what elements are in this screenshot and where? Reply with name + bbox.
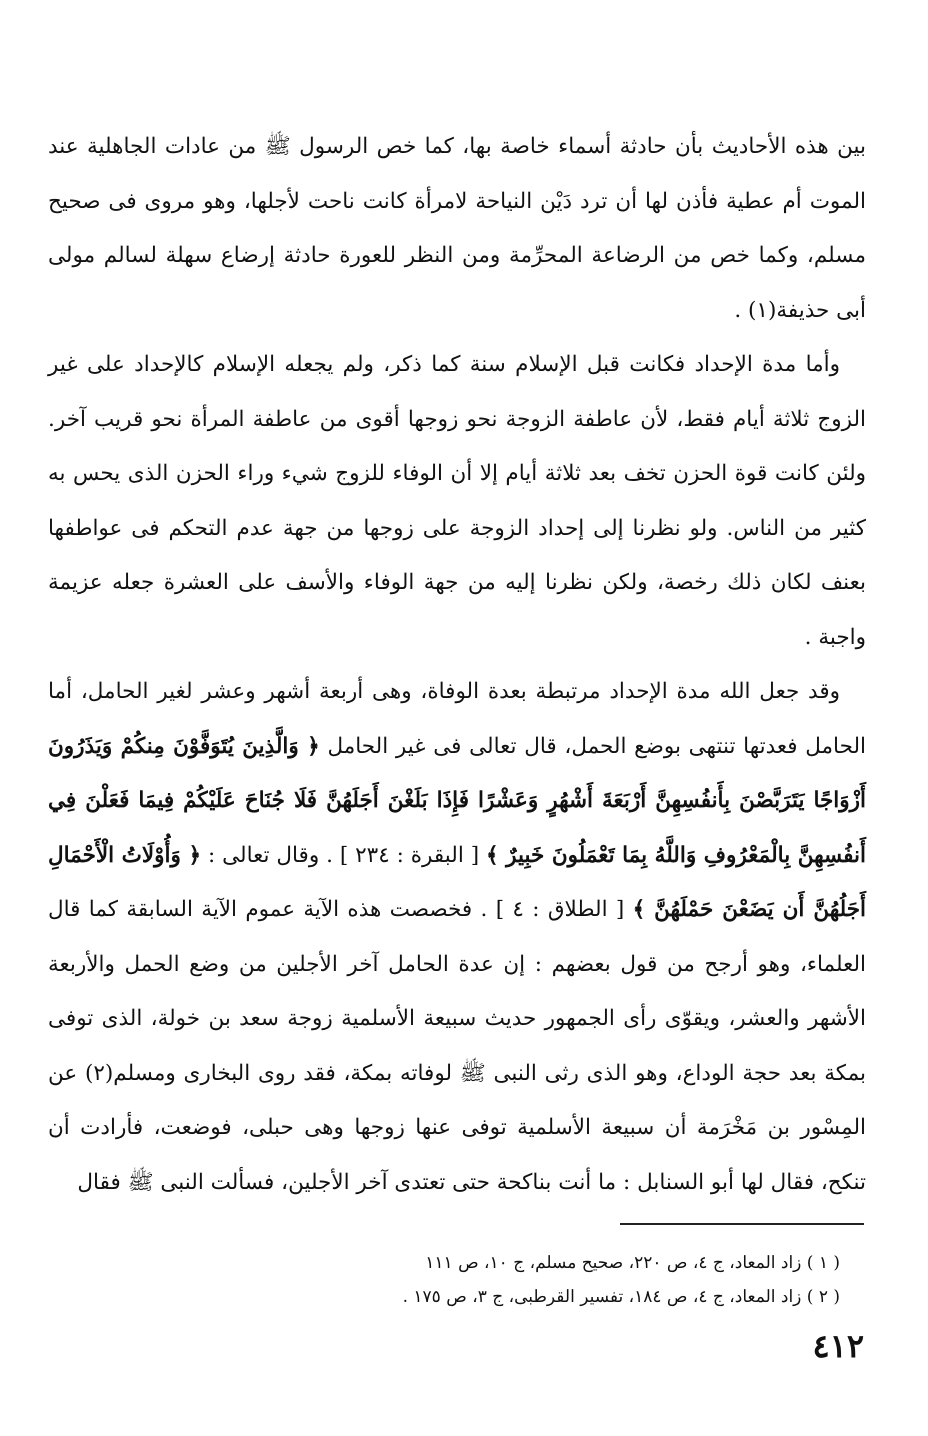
quran-verse-talaq: ﴿ وَأُوْلَاتُ الْأَحْمَالِ أَجَلُهُنَّ أَن يَضَعْنَ حَمْلَهُنَّ ﴾ — [48, 842, 866, 922]
paragraph-text: بين هذه الأحاديث بأن حادثة أسماء خاصة بها، كما خص الرسول ﷺ من عادات الجاهلية عند الموت أم عطية فأذن لها أن ترد دَيْن النياحة لامرأة كانت ناحت لأجلها، وهو مروى فى صحيح مسلم، وكما خص من الرضاعة المحرِّمة ومن النظر للعورة حادثة إرضاع سهلة لسالم مولى أبى حذيفة(١) . — [48, 134, 866, 323]
paragraph-text: وأما مدة الإحداد فكانت قبل الإسلام سنة كما ذكر، ولم يجعله الإسلام كالإحداد على غير الزوج ثلاثة أيام فقط، لأن عاطفة الزوجة نحو زوجها أقوى من عاطفة المرأة نحو قريب آخر. ولئن كانت قوة الحزن تخف بعد ثلاثة أيام إلا أن الوفاء للزوج شيء وراء الحزن الذى يحس به كثير من الناس. ولو نظرنا إلى إحداد الزوجة على زوجها من جهة عدم التحكم فى عواطفها بعنف لكان ذلك رخصة، ولكن نظرنا إليه من جهة الوفاء والأسف على العشرة جعله عزيمة واجبة . — [48, 352, 866, 650]
paragraph-3 — [48, 665, 866, 1210]
paragraph-1 — [48, 120, 866, 338]
quran-verse-baqarah: ﴿ وَالَّذِينَ يُتَوَفَّوْنَ مِنكُمْ وَيَذَرُونَ أَزْوَاجًا يَتَرَبَّصْنَ بِأَنفُسِهِنَّ أَرْبَعَةَ أَشْهُرٍ وَعَشْرًا فَإِذَا بَلَغْنَ أَجَلَهُنَّ فَلَا جُنَاحَ عَلَيْكُمْ فِيمَا فَعَلْنَ فِي أَنفُسِهِنَّ بِالْمَعْرُوفِ وَاللَّهُ بِمَا تَعْمَلُونَ خَبِيرٌ ﴾ — [48, 733, 867, 868]
paragraph-text: [ الطلاق : ٤ ] . فخصصت هذه الآية عموم الآية السابقة كما قال العلماء، وهو أرجح من قول بعضهم : إن عدة الحامل آخر الأجلين من وضع الحمل والأربعة الأشهر والعشر، ويقوّى رأى الجمهور حديث سبيعة الأسلمية زوجة سعد بن خولة، الذى توفى بمكة بعد حجة الوداع، وهو الذى رثى النبى ﷺ لوفاته بمكة، فقد روى البخارى ومسلم(٢) عن المِسْور بن مَخْرَمة أن سبيعة الأسلمية توفى عنها زوجها وهى حبلى، فوضعت، فأرادت أن تنكح، فقال لها أبو السنابل : ما أنت بناكحة حتى تعتدى آخر الأجلين، فسألت النبى ﷺ فقال — [48, 897, 867, 1195]
paragraph-2 — [48, 338, 866, 665]
footnotes — [180, 1246, 840, 1314]
footnote-1: ( ١ ) زاد المعاد، ج ٤، ص ٢٢٠، صحيح مسلم، ج ١٠، ص ١١١ — [425, 1253, 840, 1273]
footnote-2: ( ٢ ) زاد المعاد، ج ٤، ص ١٨٤، تفسير القرطبى، ج ٣، ص ١٧٥ . — [402, 1287, 840, 1307]
footnote-divider — [620, 1223, 864, 1225]
verse-reference-text: [ البقرة : ٢٣٤ ] . وقال تعالى : — [201, 842, 486, 868]
page-number: ٤١٢ — [812, 1327, 864, 1365]
main-text — [48, 120, 866, 1210]
paragraph-text: وقد جعل الله مدة الإحداد مرتبطة بعدة الوفاة، وهى أربعة أشهر وعشر لغير الحامل، أما الحامل فعدتها تنتهى بوضع الحمل، قال تعالى فى غير الحامل — [48, 679, 866, 759]
